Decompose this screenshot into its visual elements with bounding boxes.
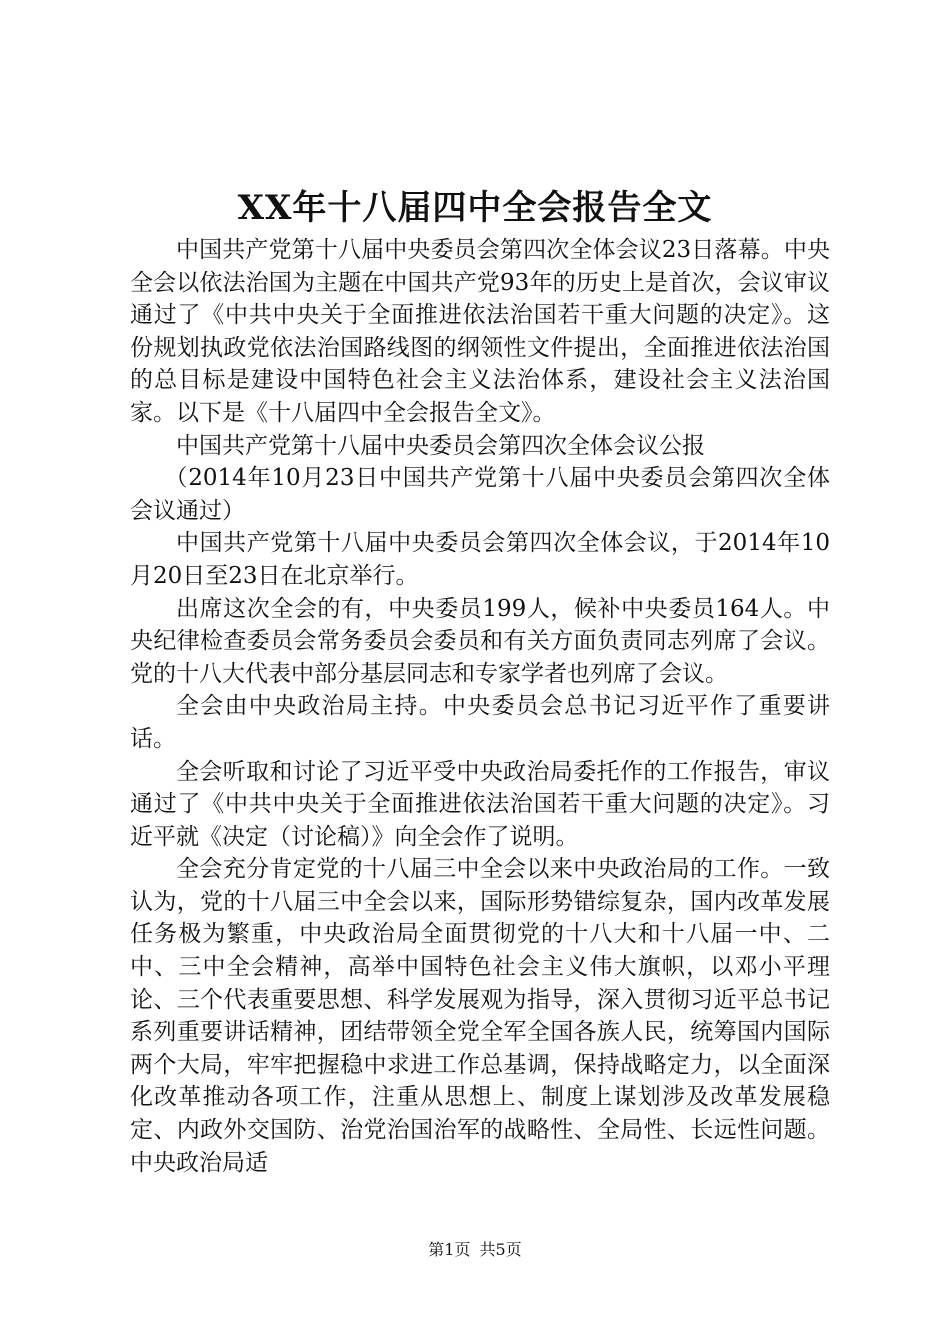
page-footer — [0, 1238, 950, 1262]
paragraph-attendance: 出席这次全会的有，中央委员199人，候补中央委员164人。中央纪律检查委员会常务委员会委员和有关方面负责同志列席了会议。党的十八大代表中部分基层同志和专家学者也列席了会议。 — [130, 595, 830, 687]
paragraph-meeting: 中国共产党第十八届中央委员会第四次全体会议，于2014年10月20日至23日在北京举行。 — [130, 530, 830, 589]
paragraph-communique-title: 中国共产党第十八届中央委员会第四次全体会议公报 — [176, 432, 705, 459]
paragraph-intro: 中国共产党第十八届中央委员会第四次全体会议23日落幕。中央全会以依法治国为主题在中国共产党93年的历史上是首次，会议审议通过了《中共中央关于全面推进依法治国若干重大问题的决定》。这份规划执政党依法治国路线图的纲领性文件提出，全面推进依法治国的总目标是建设中国特色社会主义法治体系，建设社会主义法治国家。以下是《十八届四中全会报告全文》。 — [130, 237, 830, 426]
paragraph-presided: 全会由中央政治局主持。中央委员会总书记习近平作了重要讲话。 — [130, 693, 830, 752]
page-total: 共5页 — [479, 1240, 522, 1259]
document-title: XX年十八届四中全会报告全文 — [237, 188, 713, 228]
paragraph-report: 全会听取和讨论了习近平受中央政治局委托作的工作报告，审议通过了《中共中央关于全面推进依法治国若干重大问题的决定》。习近平就《决定（讨论稿）》向全会作了说明。 — [130, 758, 830, 850]
paragraph-affirmation: 全会充分肯定党的十八届三中全会以来中央政治局的工作。一致认为，党的十八届三中全会以来，国际形势错综复杂，国内改革发展任务极为繁重，中央政治局全面贯彻党的十八大和十八届一中、二中、三中全会精神，高举中国特色社会主义伟大旗帜，以邓小平理论、三个代表重要思想、科学发展观为指导，深入贯彻习近平总书记系列重要讲话精神，团结带领全党全军全国各族人民，统筹国内国际两个大局，牢牢把握稳中求进工作总基调，保持战略定力，以全面深化改革推动各项工作，注重从思想上、制度上谋划涉及改革发展稳定、内政外交国防、治党治国治军的战略性、全局性、长远性问题。中央政治局适 — [130, 856, 830, 1176]
paragraph-dateline: （2014年10月23日中国共产党第十八届中央委员会第四次全体会议通过） — [130, 465, 830, 524]
document-body — [130, 234, 830, 1179]
page-number: 第1页 — [428, 1240, 471, 1259]
